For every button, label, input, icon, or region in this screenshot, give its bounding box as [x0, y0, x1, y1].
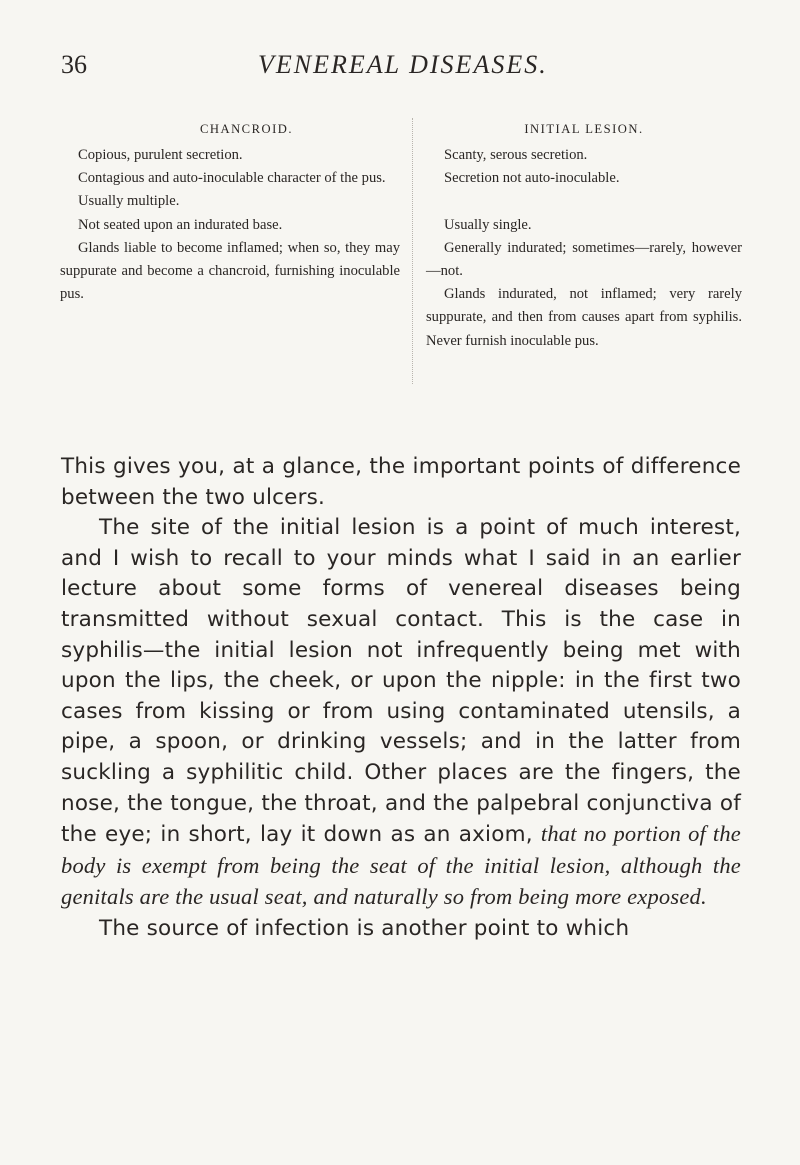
lesion-secretion: Scanty, serous secretion. [444, 147, 588, 163]
page-number: 36 [61, 50, 87, 79]
initial-lesion-heading: INITIAL LESION. [524, 122, 644, 136]
chancroid-secretion: Copious, purulent secretion. [78, 147, 243, 163]
body-text [61, 452, 741, 945]
lesion-induration: Generally indurated; sometimes—rarely, however—not. [426, 239, 742, 279]
lesion-glands: Glands indurated, not inflamed; very rarely suppurate, and then from causes apart from syphilis. Never furnish inoculable pus. [426, 286, 742, 349]
initial-lesion-column [426, 118, 742, 353]
page-header [0, 50, 800, 84]
chancroid-base: Not seated upon an indurated base. [78, 216, 283, 233]
chancroid-number: Usually multiple. [78, 193, 180, 210]
running-title: VENEREAL DISEASES. [258, 50, 548, 79]
paragraph-site [61, 513, 741, 914]
comparison-table [60, 118, 740, 390]
column-divider [412, 118, 413, 384]
chancroid-glands: Glands liable to become inflamed; when so, they may suppurate and become a chancroid, furnishing inoculable pus. [60, 239, 400, 303]
paragraph-source: The source of infection is another point to which [99, 915, 630, 941]
lesion-number: Usually single. [444, 216, 532, 233]
chancroid-heading: CHANCROID. [200, 122, 294, 136]
chancroid-column [60, 118, 400, 306]
lesion-inoculable: Secretion not auto-inoculable. [444, 170, 620, 187]
paragraph-summary: This gives you, at a glance, the important points of difference between the two ulcers. [61, 454, 741, 510]
axiom-emphasis: that no portion of the body is exempt from being the seat of the initial lesion, although the genitals are the usual seat, and naturally so from being more exposed. [61, 821, 741, 910]
spacer [426, 190, 742, 213]
paragraph-site-text: The site of the initial lesion is a point of much interest, and I wish to recall to your minds what I said in an earlier lecture about some forms of venereal diseases being transmitted without sexual contact. This is the case in syphilis—the initial lesion not infrequently being met with upon the lips, the cheek, or upon the nipple: in the first two cases from kissing or from using contaminated utensils, a pipe, a spoon, or drinking vessels; and in the latter from suckling a syphilitic child. Other places are the fingers, the nose, the tongue, the throat, and the palpebral conjunctiva of the eye; in short, lay it down as an axiom, [61, 515, 741, 848]
chancroid-contagious: Contagious and auto-inoculable character of the pus. [78, 170, 386, 187]
